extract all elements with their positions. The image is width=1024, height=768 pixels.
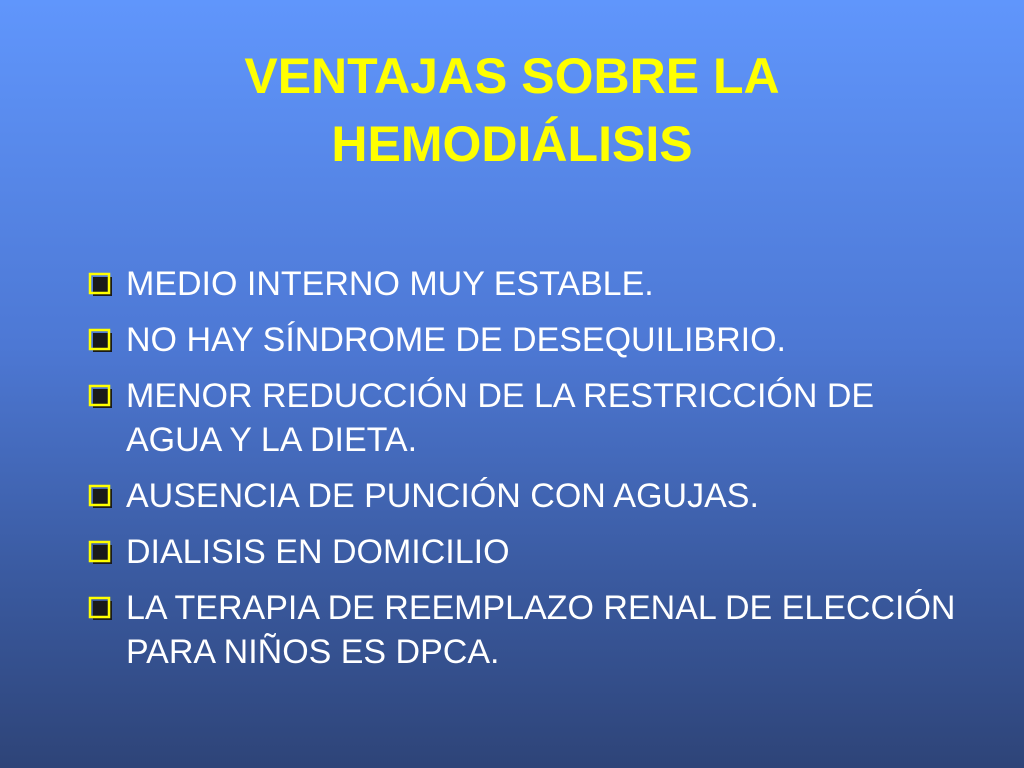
checkbox-square-icon	[88, 540, 114, 566]
bullet-item	[88, 262, 968, 306]
bullet-item	[88, 530, 968, 574]
bullet-item	[88, 374, 968, 462]
title-line-1: VENTAJAS SOBRE LA	[244, 48, 780, 104]
bullet-text: MENOR REDUCCIÓN DE LA RESTRICCIÓN DE AGUA Y LA DIETA.	[126, 377, 875, 459]
checkbox-square-icon	[88, 272, 114, 298]
bullet-text: NO HAY SÍNDROME DE DESEQUILIBRIO.	[126, 321, 786, 359]
slide-title	[0, 42, 1024, 178]
bullet-text: MEDIO INTERNO MUY ESTABLE.	[126, 265, 654, 303]
bullet-list	[88, 262, 968, 686]
title-line-2: HEMODIÁLISIS	[331, 116, 693, 172]
checkbox-square-icon	[88, 484, 114, 510]
bullet-text: DIALISIS EN DOMICILIO	[126, 533, 510, 571]
bullet-item	[88, 586, 968, 674]
bullet-item	[88, 318, 968, 362]
bullet-text: AUSENCIA DE PUNCIÓN CON AGUJAS.	[126, 477, 759, 515]
bullet-text: LA TERAPIA DE REEMPLAZO RENAL DE ELECCIÓN PARA NIÑOS ES DPCA.	[126, 589, 956, 671]
checkbox-square-icon	[88, 328, 114, 354]
checkbox-square-icon	[88, 596, 114, 622]
checkbox-square-icon	[88, 384, 114, 410]
bullet-item	[88, 474, 968, 518]
